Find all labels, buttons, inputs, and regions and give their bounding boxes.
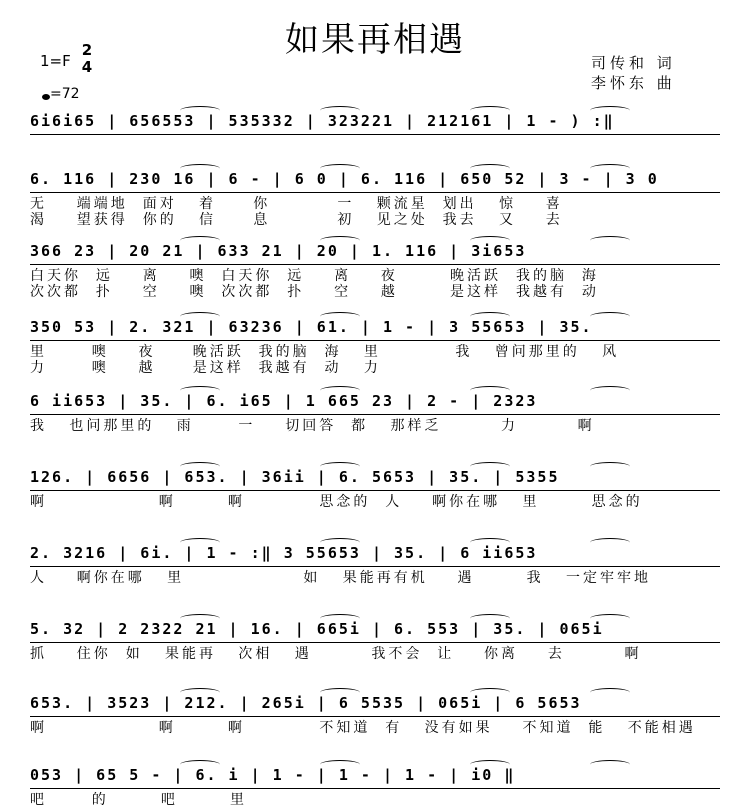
lyric-line: 抓 住你 如 果能再 次相 遇 我不会 让 你离 去 啊 [30,646,642,662]
slur-mark [470,462,510,471]
beat-underline [30,192,720,193]
beat-underline [30,414,720,415]
slur-mark [180,236,220,245]
slur-mark [320,312,360,321]
slur-mark [590,106,630,115]
notation-line: 6 ii653 | 35. | 6. i65 | 1 665 23 | 2 - | 2323 [30,392,538,410]
slur-mark [320,386,360,395]
slur-mark [320,688,360,697]
tempo-marking [42,86,80,102]
lyric-line: 渴 望获得 你的 信 息 初 见之处 我去 又 去 [30,212,563,228]
notation-line: 126. | 6656 | 653. | 36ii | 6. 5653 | 35. | 5355 [30,468,560,486]
song-title: 如果再相遇 [285,20,465,60]
slur-mark [180,312,220,321]
lyric-line: 次次都 扑 空 噢 次次都 扑 空 越 是这样 我越有 动 [30,284,599,300]
slur-mark [590,760,630,769]
slur-mark [320,614,360,623]
slur-mark [180,538,220,547]
slur-mark [590,688,630,697]
slur-mark [590,386,630,395]
beat-underline [30,566,720,567]
slur-mark [470,164,510,173]
slur-mark [590,164,630,173]
time-numerator: 2 [81,41,93,59]
slur-mark [590,614,630,623]
slur-mark [180,614,220,623]
lyric-line: 人 啊你在哪 里 如 果能再有机 遇 我 一定牢牢地 [30,570,652,586]
lyric-line: 白天你 远 离 噢 白天你 远 离 夜 晚活跃 我的脑 海 [30,268,599,284]
slur-mark [320,164,360,173]
tempo-value: =72 [50,86,80,102]
beat-underline [30,716,720,717]
slur-mark [590,462,630,471]
lyric-line: 啊 啊 啊 思念的 人 啊你在哪 里 思念的 [30,494,643,510]
notation-line: 2. 3216 | 6i. | 1 - :‖ 3 55653 | 35. | 6 ii653 [30,544,538,562]
lyric-line: 我 也问那里的 雨 一 切回答 都 那样乏 力 啊 [30,418,595,434]
notation-line: 6. 116 | 230 16 | 6 - | 6 0 | 6. 116 | 650 52 | 3 - | 3 0 [30,170,659,188]
slur-mark [470,106,510,115]
slur-mark [590,312,630,321]
lyric-line: 无 端端地 面对 着 你 一 颗流星 划出 惊 喜 [30,196,563,212]
slur-mark [320,462,360,471]
time-signature [80,42,94,76]
lyric-line: 啊 啊 啊 不知道 有 没有如果 不知道 能 不能相遇 [30,720,696,736]
beat-underline [30,340,720,341]
quarter-note-icon [42,94,50,100]
slur-mark [180,462,220,471]
slur-mark [470,614,510,623]
slur-mark [470,386,510,395]
beat-underline [30,264,720,265]
slur-mark [590,538,630,547]
slur-mark [180,386,220,395]
key-signature: 1=F [40,52,71,70]
notation-line: 6i6i65 | 656553 | 535332 | 323221 | 212161 | 1 - ) :‖ [30,112,615,130]
slur-mark [320,106,360,115]
slur-mark [180,760,220,769]
notation-line: 053 | 65 5 - | 6. i | 1 - | 1 - | 1 - | i0 ‖ [30,766,516,784]
composer-credit: 李怀东 曲 [591,74,676,92]
lyricist-credit: 司传和 词 [591,54,676,72]
notation-line: 366 23 | 20 21 | 633 21 | 20 | 1. 116 | 3i653 [30,242,527,260]
slur-mark [470,236,510,245]
notation-line: 653. | 3523 | 212. | 265i | 6 5535 | 065i | 6 5653 [30,694,582,712]
slur-mark [180,106,220,115]
lyric-line: 力 噢 越 是这样 我越有 动 力 [30,360,381,376]
slur-mark [180,688,220,697]
slur-mark [470,688,510,697]
slur-mark [470,312,510,321]
slur-mark [320,760,360,769]
lyric-line: 吧 的 吧 里 [30,792,248,808]
slur-mark [590,236,630,245]
slur-mark [470,760,510,769]
slur-mark [320,538,360,547]
time-denominator: 4 [81,58,93,76]
slur-mark [320,236,360,245]
lyric-line: 里 噢 夜 晚活跃 我的脑 海 里 我 曾问那里的 风 [30,344,620,360]
notation-line: 5. 32 | 2 2322 21 | 16. | 665i | 6. 553 | 35. | 065i [30,620,604,638]
slur-mark [470,538,510,547]
beat-underline [30,490,720,491]
beat-underline [30,788,720,789]
notation-line: 350 53 | 2. 321 | 63236 | 61. | 1 - | 3 55653 | 35. [30,318,593,336]
beat-underline [30,642,720,643]
slur-mark [180,164,220,173]
beat-underline [30,134,720,135]
